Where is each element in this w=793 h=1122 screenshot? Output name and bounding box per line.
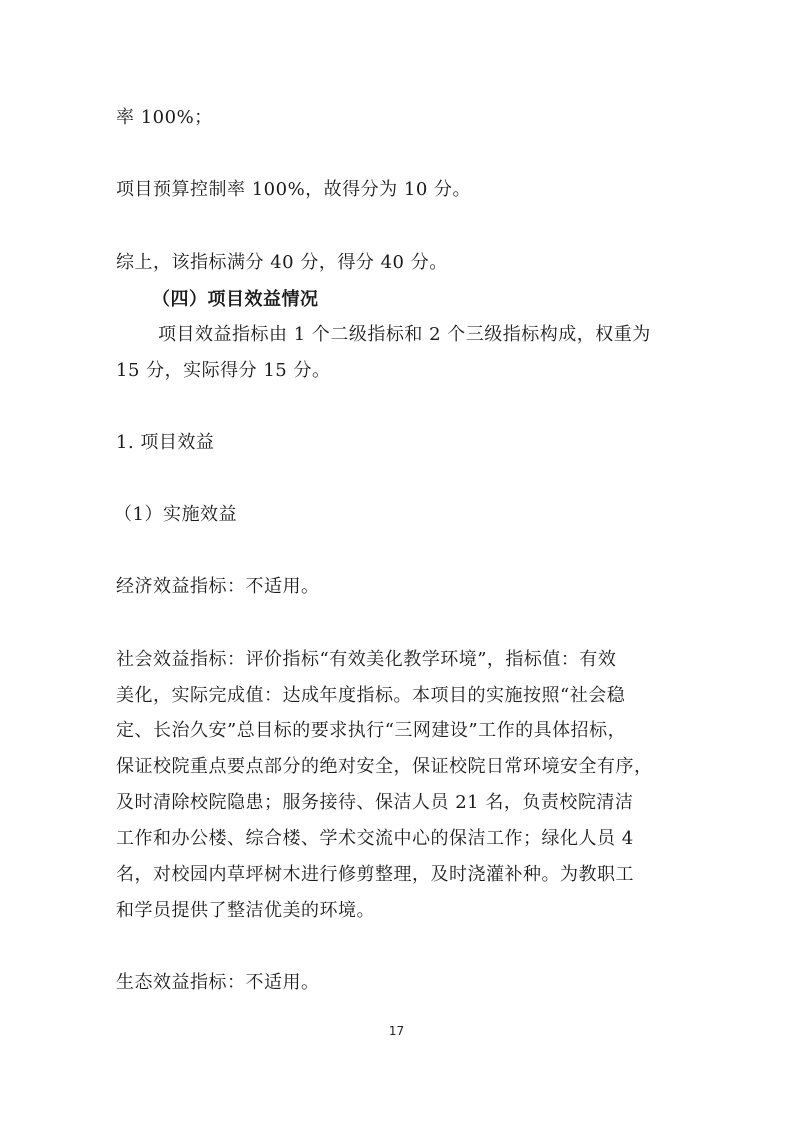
paragraph-line: 综上，该指标满分 40 分，得分 40 分。: [116, 252, 448, 273]
paragraph-line: 和学员提供了整洁优美的环境。: [116, 900, 375, 921]
subsection-heading: 1. 项目效益: [116, 432, 215, 453]
paragraph-line: 项目预算控制率 100%，故得分为 10 分。: [116, 179, 472, 200]
paragraph-line: 经济效益指标：不适用。: [116, 576, 320, 597]
paragraph-line: 率 100%；: [116, 107, 213, 128]
section-heading: （四）项目效益情况: [152, 289, 319, 310]
paragraph-line: 生态效益指标：不适用。: [116, 972, 320, 993]
paragraph-line: 定、长治久安”总目标的要求执行“三网建设”工作的具体招标，: [116, 720, 627, 741]
paragraph-line: 名，对校园内草坪树木进行修剪整理，及时浇灌补种。为教职工: [116, 864, 634, 885]
paragraph-line: 社会效益指标：评价指标“有效美化教学环境”，指标值：有效: [116, 649, 617, 670]
paragraph-line: 15 分，实际得分 15 分。: [116, 360, 331, 381]
paragraph-line: 及时清除校院隐患；服务接待、保洁人员 21 名，负责校院清洁: [116, 792, 634, 813]
paragraph-line: 工作和办公楼、综合楼、学术交流中心的保洁工作；绿化人员 4: [116, 828, 634, 849]
page-number: 17: [388, 1024, 405, 1038]
paragraph-line: 保证校院重点要点部分的绝对安全，保证校院日常环境安全有序，: [116, 756, 653, 777]
paragraph-line: 项目效益指标由 1 个二级指标和 2 个三级指标构成，权重为: [158, 324, 651, 345]
subsection-heading: （1）实施效益: [114, 504, 237, 525]
paragraph-line: 美化，实际完成值：达成年度指标。本项目的实施按照“社会稳: [116, 685, 626, 706]
